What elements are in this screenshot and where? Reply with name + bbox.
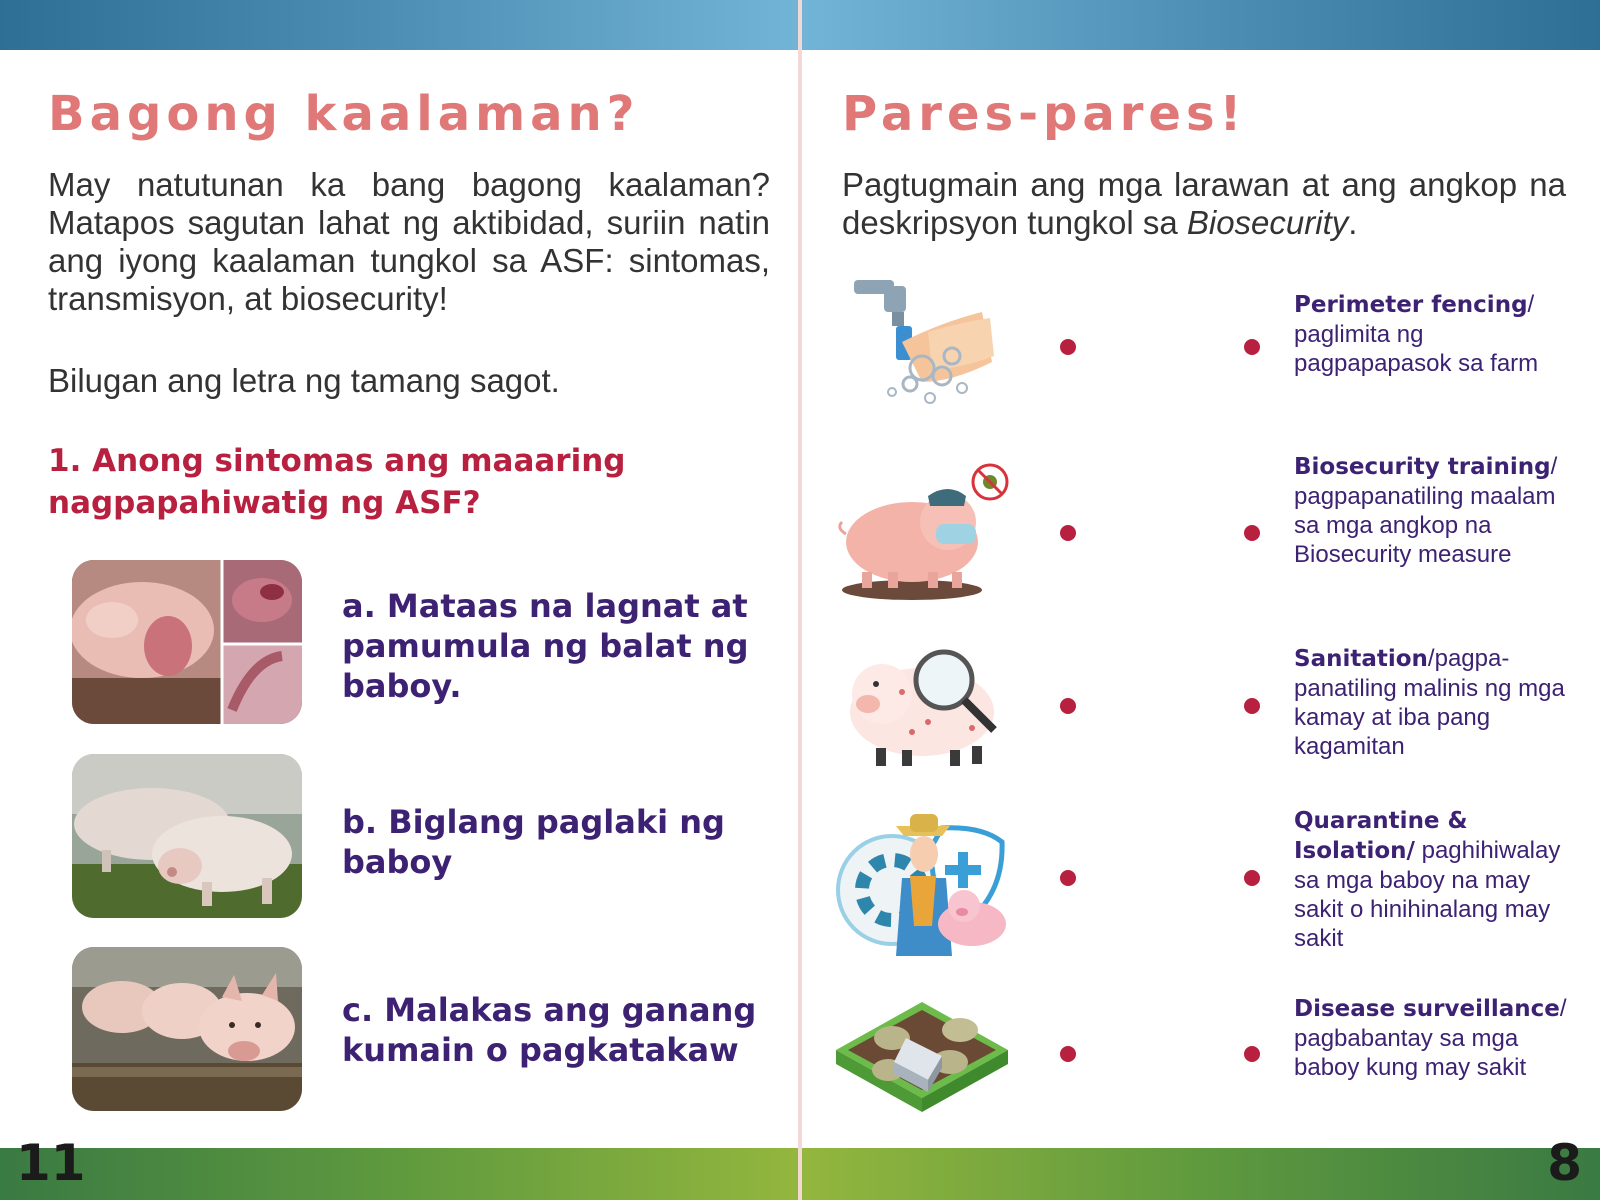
- description-4: Quarantine & Isolation/ paghihiwalay sa mga baboy na may sakit o hinihinalang may sakit: [1294, 808, 1561, 952]
- match-dot-image-3[interactable]: [1060, 698, 1076, 714]
- top-banner: [802, 0, 1600, 50]
- sick-pig-photo: [72, 560, 302, 724]
- top-banner: [0, 0, 798, 50]
- intro-paragraph: May natutunan ka bang bagong kaalaman? Matapos sagutan lahat ng aktibidad, suriin natin ang iyong kaalaman tungkol sa ASF: sintomas, transmisyon, at biosecurity!: [48, 166, 770, 317]
- option-c[interactable]: c. Malakas ang ganang kumain o pagkatakaw: [342, 991, 757, 1069]
- pig-magnifier-icon: [832, 632, 1012, 782]
- match-dot-image-2[interactable]: [1060, 525, 1076, 541]
- bottom-banner: [0, 1148, 798, 1200]
- intro-paragraph: Pagtugmain ang mga larawan at ang angkop na deskripsyon tungkol sa Biosecurity.: [842, 166, 1566, 241]
- description-2: Biosecurity training/ pagpapanatiling maalam sa mga angkop na Biosecurity measure: [1294, 453, 1558, 568]
- description-5: Disease surveillance/ pagbabantay sa mga baboy kung may sakit: [1294, 995, 1567, 1081]
- left-page: [0, 0, 798, 1200]
- match-dot-desc-1[interactable]: [1244, 339, 1260, 355]
- page-title: Pares-pares!: [842, 86, 1247, 142]
- match-dot-desc-3[interactable]: [1244, 698, 1260, 714]
- match-dot-desc-5[interactable]: [1244, 1046, 1260, 1062]
- sick-pig-mask-icon: [832, 460, 1012, 610]
- question-1: 1. Anong sintomas ang maaaring nagpapahiwatig ng ASF?: [48, 443, 626, 521]
- option-a[interactable]: a. Mataas na lagnat at pamumula ng balat ng baboy.: [342, 587, 749, 705]
- option-b[interactable]: b. Biglang paglaki ng baboy: [342, 803, 725, 881]
- instruction-text: Bilugan ang letra ng tamang sagot.: [48, 362, 560, 399]
- match-dot-image-4[interactable]: [1060, 870, 1076, 886]
- bottom-banner: [802, 1148, 1600, 1200]
- page-title: Bagong kaalaman?: [48, 86, 640, 142]
- page-number: 8: [1547, 1134, 1582, 1192]
- description-3: Sanitation/pagpa-panatiling malinis ng mga kamay at iba pang kagamitan: [1294, 645, 1565, 760]
- right-page: [802, 0, 1600, 1200]
- match-dot-image-1[interactable]: [1060, 339, 1076, 355]
- large-pigs-photo: [72, 754, 302, 918]
- match-dot-desc-2[interactable]: [1244, 525, 1260, 541]
- handwashing-icon: [832, 272, 1012, 422]
- fenced-farm-icon: [832, 982, 1012, 1132]
- description-1: Perimeter fencing/ paglimita ng pagpapapasok sa farm: [1294, 291, 1539, 377]
- match-dot-image-5[interactable]: [1060, 1046, 1076, 1062]
- farmer-pig-shield-icon: [832, 806, 1012, 956]
- eating-pigs-photo: [72, 947, 302, 1111]
- page-number: 11: [16, 1134, 86, 1192]
- match-dot-desc-4[interactable]: [1244, 870, 1260, 886]
